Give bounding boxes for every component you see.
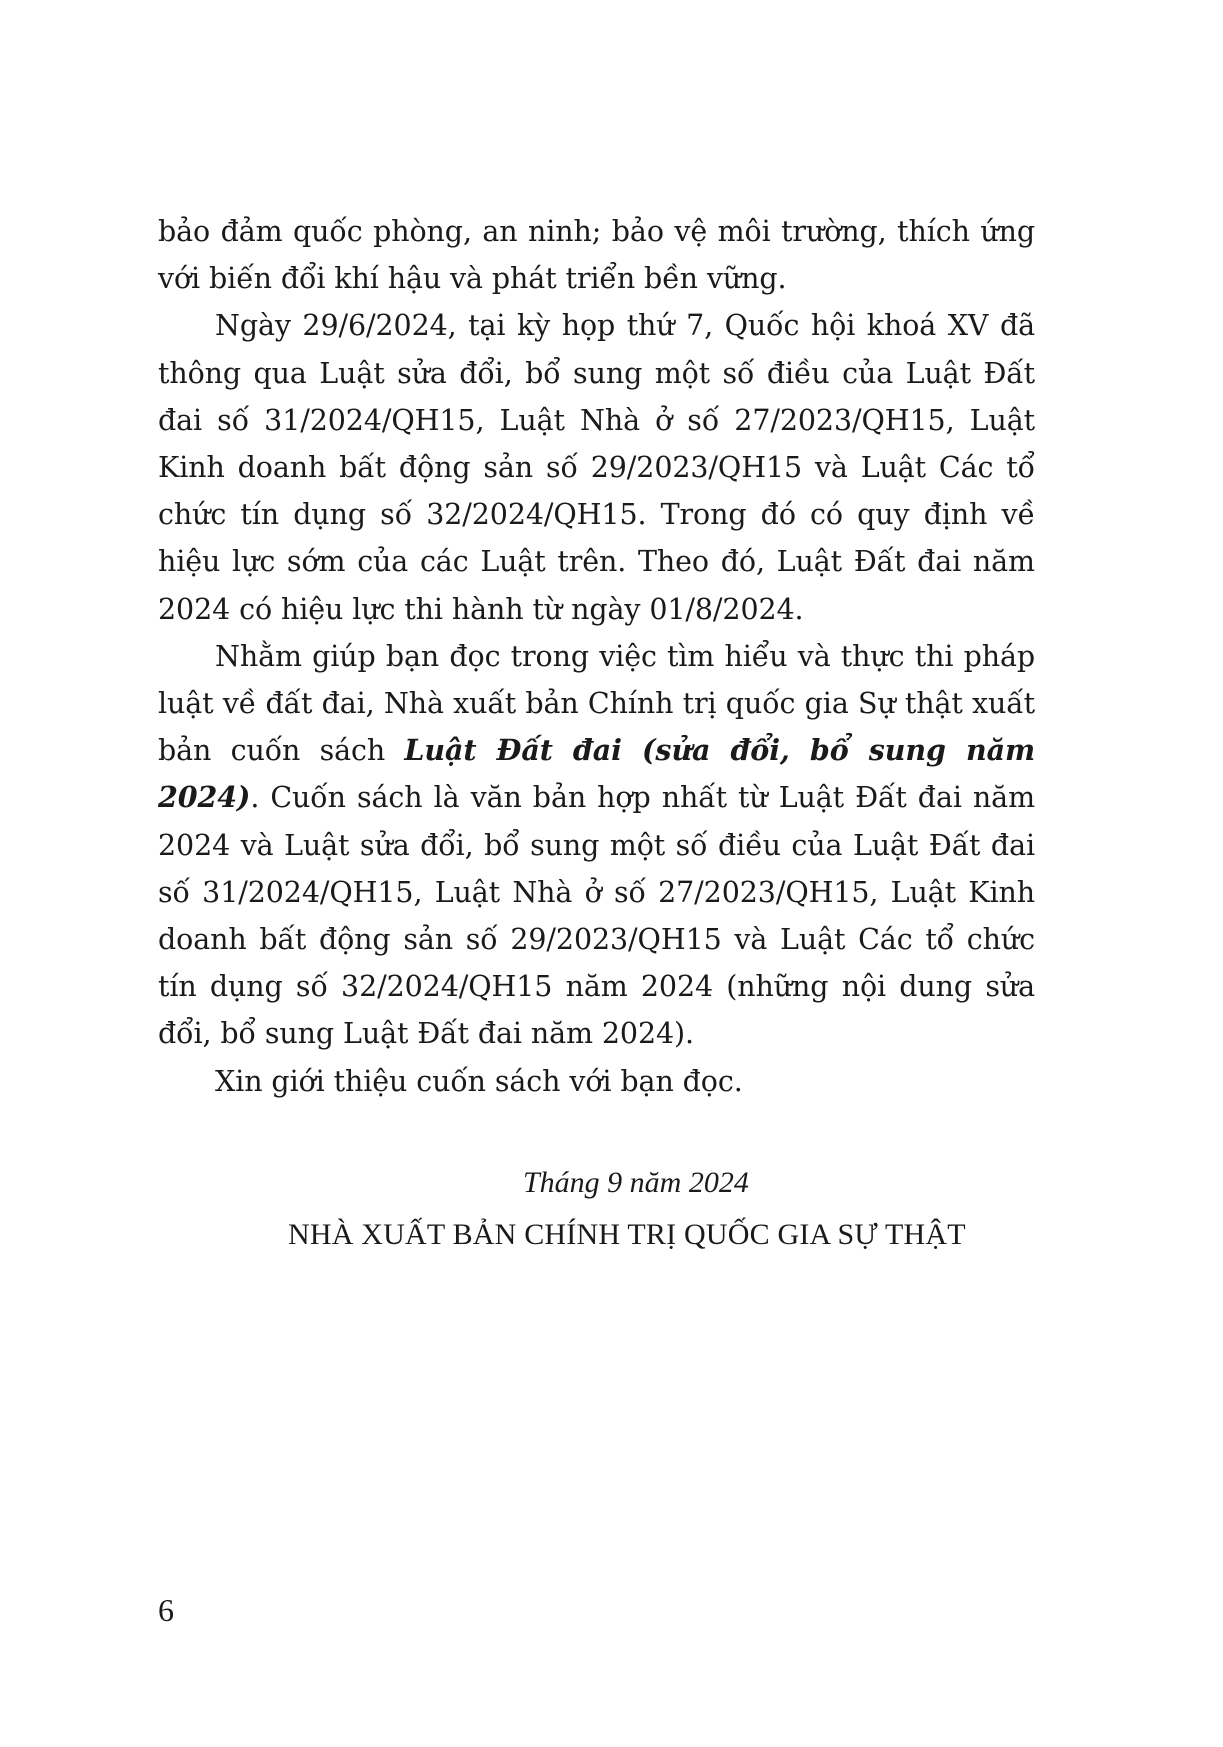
page-number: 6 <box>158 1592 174 1628</box>
signature-publisher: NHÀ XUẤT BẢN CHÍNH TRỊ QUỐC GIA SỰ THẬT <box>288 1218 966 1251</box>
paragraph-continuation: bảo đảm quốc phòng, an ninh; bảo vệ môi trường, thích ứng với biến đổi khí hậu và phát triển bền vững. <box>158 215 1035 296</box>
paragraph-text-before-title: Nhằm giúp bạn đọc trong việc tìm hiểu và thực thi pháp luật về đất đai, Nhà xuất bản Chính trị quốc gia Sự thật xuất bản cuốn sách <box>158 639 1035 768</box>
body-text <box>158 208 1035 1105</box>
paragraph-law-adoption: Ngày 29/6/2024, tại kỳ họp thứ 7, Quốc hội khoá XV đã thông qua Luật sửa đổi, bổ sung một số điều của Luật Đất đai số 31/2024/QH15, Luật Nhà ở số 27/2023/QH15, Luật Kinh doanh bất động sản số 29/2023/QH15 và Luật Các tổ chức tín dụng số 32/2024/QH15. Trong đó có quy định về hiệu lực sớm của các Luật trên. Theo đó, Luật Đất đai năm 2024 có hiệu lực thi hành từ ngày 01/8/2024. <box>158 309 1035 626</box>
paragraph-closing: Xin giới thiệu cuốn sách với bạn đọc. <box>215 1064 743 1098</box>
book-title: Luật Đất đai (sửa đổi, bổ sung năm 2024) <box>158 733 1035 815</box>
paragraph-text-after-title: . Cuốn sách là văn bản hợp nhất từ Luật Đất đai năm 2024 và Luật sửa đổi, bổ sung một số điều của Luật Đất đai số 31/2024/QH15, Luật Nhà ở số 27/2023/QH15, Luật Kinh doanh bất động sản số 29/2023/QH15 và Luật Các tổ chức tín dụng số 32/2024/QH15 năm 2024 (những nội dung sửa đổi, bổ sung Luật Đất đai năm 2024). <box>158 781 1035 1051</box>
signature-date: Tháng 9 năm 2024 <box>523 1166 749 1199</box>
paragraph-book-introduction <box>158 633 1035 1058</box>
